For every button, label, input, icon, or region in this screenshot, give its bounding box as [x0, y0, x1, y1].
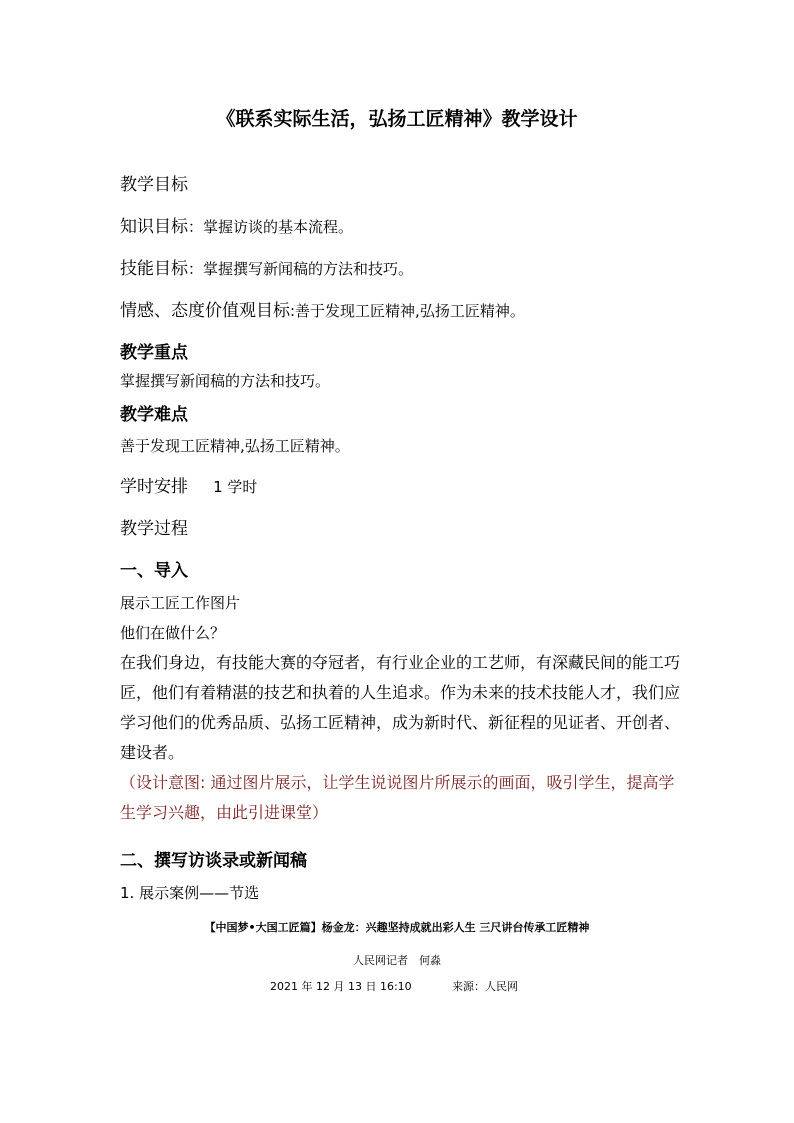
- time-heading: 学时安排: [120, 477, 188, 497]
- emotion-goal-label: 情感、态度价值观目标: [120, 301, 290, 321]
- time-arrangement: [120, 472, 257, 497]
- section1-heading: 一、导入: [120, 561, 188, 581]
- show-pictures-text: 展示工匠工作图片: [120, 594, 241, 612]
- knowledge-goal-text: ：掌握访谈的基本流程。: [188, 218, 354, 236]
- intro-paragraph-line: 建设者。: [120, 743, 185, 762]
- case-item: 1. 展示案例——节选: [120, 884, 260, 902]
- section2-heading: 二、撰写访谈录或新闻稿: [120, 851, 307, 871]
- intro-paragraph: [120, 648, 680, 828]
- case-article-title: 【中国梦•大国工匠篇】杨金龙：兴趣坚持成就出彩人生 三尺讲台传承工匠精神: [204, 921, 590, 934]
- key-points-heading: 教学重点: [120, 343, 188, 363]
- question-text: 他们在做什么？: [120, 624, 226, 642]
- case-source: 来源：人民网: [452, 980, 518, 993]
- case-reporter: 人民网记者 何淼: [353, 954, 441, 967]
- skill-goal: [120, 254, 413, 279]
- knowledge-goal: [120, 212, 353, 237]
- skill-goal-label: 技能目标: [120, 259, 188, 279]
- intro-paragraph-line: 匠，他们有着精湛的技艺和执着的人生追求。作为未来的技术技能人才，我们应: [120, 683, 681, 702]
- goals-heading: 教学目标: [120, 175, 188, 195]
- knowledge-goal-label: 知识目标: [120, 217, 188, 237]
- design-intent-line: 生学习兴趣，由此引进课堂）: [120, 803, 329, 822]
- case-dateline: 2021 年 12 月 13 日 16:10: [270, 980, 412, 993]
- time-text: 1 学时: [213, 478, 258, 496]
- key-points-text: 掌握撰写新闻稿的方法和技巧。: [120, 372, 331, 390]
- process-heading: 教学过程: [120, 519, 188, 539]
- emotion-goal: [120, 296, 525, 321]
- difficulty-text: 善于发现工匠精神,弘扬工匠精神。: [120, 437, 350, 455]
- difficulty-heading: 教学难点: [120, 405, 188, 425]
- intro-paragraph-line: 在我们身边，有技能大赛的夺冠者，有行业企业的工艺师，有深藏民间的能工巧: [120, 653, 681, 672]
- skill-goal-text: ：掌握撰写新闻稿的方法和技巧。: [188, 260, 414, 278]
- emotion-goal-text: :善于发现工匠精神,弘扬工匠精神。: [290, 302, 525, 320]
- intro-paragraph-line: 学习他们的优秀品质、弘扬工匠精神，成为新时代、新征程的见证者、开创者、: [120, 713, 681, 732]
- design-intent-line: （设计意图: 通过图片展示，让学生说说图片所展示的画面，吸引学生，提高学: [120, 773, 675, 792]
- document-title: 《联系实际生活，弘扬工匠精神》教学设计: [216, 108, 578, 130]
